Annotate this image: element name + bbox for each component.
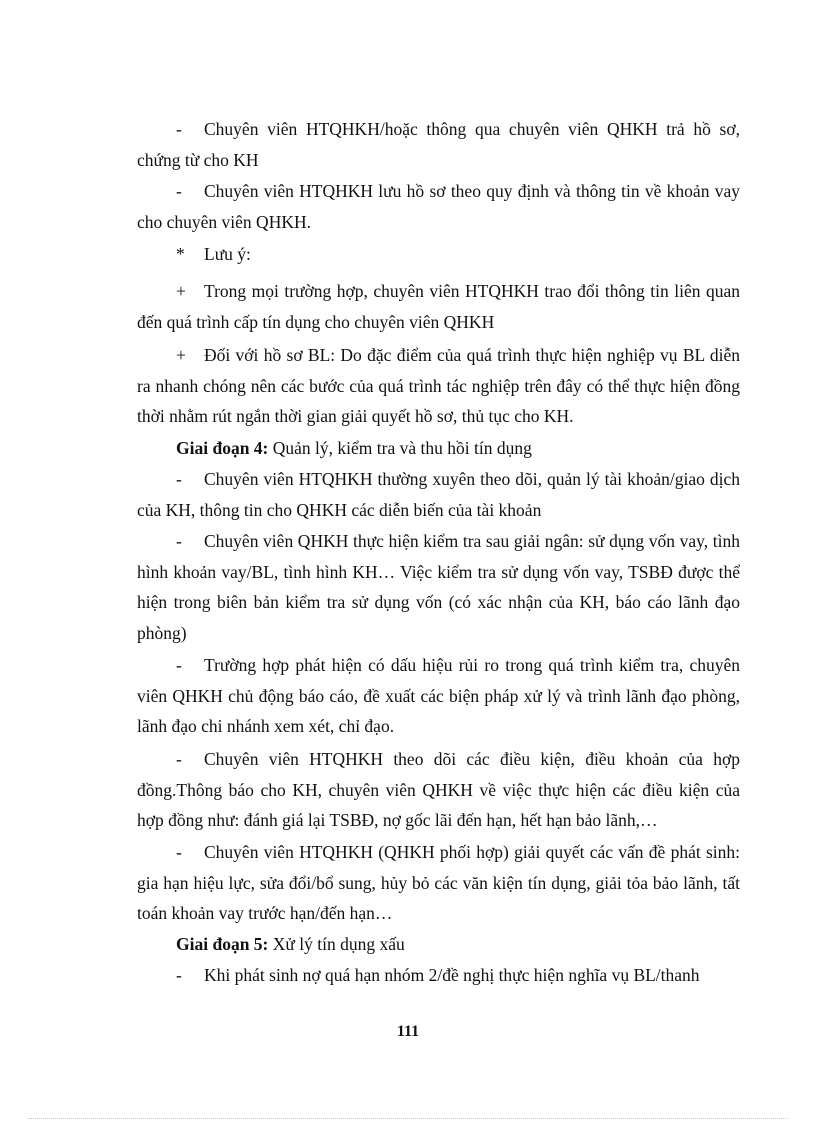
stage-heading-label: Giai đoạn 5: — [176, 934, 269, 954]
bullet-dash: - — [176, 469, 182, 489]
paragraph-risk-detection — [137, 650, 740, 742]
paragraph-note-exchange-info — [137, 276, 740, 337]
paragraph-overdue-debt — [137, 960, 740, 991]
paragraph-text: Chuyên viên HTQHKH (QHKH phối hợp) giải quyết các vấn đề phát sinh: gia hạn hiệu lực, sửa đổi/bổ sung, hủy bỏ các văn kiện tín dụng, giải tỏa bảo lãnh, tất toán khoản vay trước hạn/đến hạn… — [137, 842, 740, 923]
bullet-asterisk: * — [176, 244, 185, 264]
bullet-plus: + — [176, 345, 186, 365]
bullet-dash: - — [176, 842, 182, 862]
heading-stage-4 — [137, 433, 740, 464]
paragraph-return-documents — [137, 114, 740, 175]
bullet-plus: + — [176, 281, 186, 301]
stage-heading-label: Giai đoạn 4: — [176, 438, 269, 458]
paragraph-resolve-issues — [137, 837, 740, 929]
bullet-dash: - — [176, 181, 182, 201]
bullet-dash: - — [176, 965, 182, 985]
bullet-dash: - — [176, 119, 182, 139]
paragraph-text: Lưu ý: — [204, 244, 251, 264]
paragraph-contract-terms — [137, 744, 740, 836]
paragraph-text: Chuyên viên HTQHKH thường xuyên theo dõi, quản lý tài khoản/giao dịch của KH, thông tin cho QHKH các diễn biến của tài khoản — [137, 469, 740, 520]
paragraph-text: Chuyên viên QHKH thực hiện kiểm tra sau giải ngân: sử dụng vốn vay, tình hình khoản vay/BL, tình hình KH… Việc kiểm tra sử dụng vốn vay, TSBĐ được thể hiện trong biên bản kiểm tra sử dụng vốn (có xác nhận của KH, báo cáo lãnh đạo phòng) — [137, 531, 740, 643]
footer-divider — [28, 1118, 788, 1119]
paragraph-note-label — [137, 239, 740, 270]
paragraph-note-guarantee — [137, 340, 740, 432]
paragraph-text: Đối với hồ sơ BL: Do đặc điểm của quá trình thực hiện nghiệp vụ BL diễn ra nhanh chóng nên các bước của quá trình tác nghiệp trên đây có thể thực hiện đồng thời nhằm rút ngắn thời gian giải quyết hồ sơ, thủ tục cho KH. — [137, 345, 740, 426]
paragraph-text: Chuyên viên HTQHKH/hoặc thông qua chuyên viên QHKH trả hồ sơ, chứng từ cho KH — [137, 119, 740, 170]
paragraph-monitor-accounts — [137, 464, 740, 525]
stage-heading-text: Xử lý tín dụng xấu — [272, 934, 405, 954]
paragraph-text: Trường hợp phát hiện có dấu hiệu rủi ro trong quá trình kiểm tra, chuyên viên QHKH chủ động báo cáo, đề xuất các biện pháp xử lý và trình lãnh đạo phòng, lãnh đạo chi nhánh xem xét, chỉ đạo. — [137, 655, 740, 736]
bullet-dash: - — [176, 531, 182, 551]
stage-heading-text: Quản lý, kiểm tra và thu hồi tín dụng — [272, 438, 532, 458]
paragraph-text: Trong mọi trường hợp, chuyên viên HTQHKH trao đổi thông tin liên quan đến quá trình cấp tín dụng cho chuyên viên QHKH — [137, 281, 740, 332]
paragraph-text: Chuyên viên HTQHKH lưu hồ sơ theo quy định và thông tin về khoản vay cho chuyên viên QHKH. — [137, 181, 740, 232]
paragraph-post-disbursement-check — [137, 526, 740, 648]
paragraph-text: Khi phát sinh nợ quá hạn nhóm 2/đề nghị thực hiện nghĩa vụ BL/thanh — [204, 965, 700, 985]
heading-stage-5 — [137, 929, 740, 960]
bullet-dash: - — [176, 655, 182, 675]
paragraph-store-records — [137, 176, 740, 237]
bullet-dash: - — [176, 749, 182, 769]
paragraph-text: Chuyên viên HTQHKH theo dõi các điều kiện, điều khoản của hợp đồng.Thông báo cho KH, chuyên viên QHKH về việc thực hiện các điều kiện của hợp đồng như: đánh giá lại TSBĐ, nợ gốc lãi đến hạn, hết hạn bảo lãnh,… — [137, 749, 740, 830]
page-number: 111 — [396, 1023, 420, 1040]
